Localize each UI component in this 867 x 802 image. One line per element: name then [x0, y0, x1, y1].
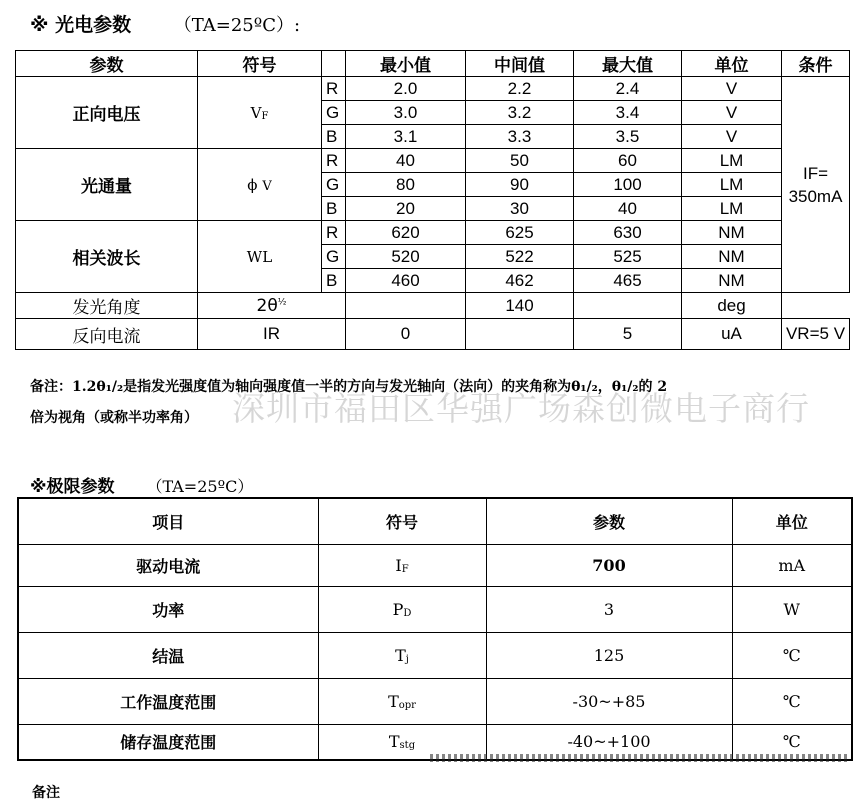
symbol-wl: WL	[198, 221, 322, 293]
symbol-cell: $T_j$	[318, 632, 486, 678]
condition-line-1: IF=	[802, 163, 829, 183]
section-condition: （TA=25ºC）:	[173, 15, 301, 36]
table-row	[16, 293, 850, 319]
section2-condition: （TA=25ºC）	[146, 477, 254, 496]
max-cell: 40	[574, 197, 682, 221]
table2-header-row	[18, 498, 852, 544]
symbol-phi-v: ϕ V	[198, 149, 322, 221]
value-cell: -30~+85	[486, 678, 732, 724]
min-cell: 3.1	[346, 125, 466, 149]
section2-title-text: ※极限参数	[30, 477, 115, 497]
symbol-ir: IR	[198, 319, 346, 350]
color-cell: B	[322, 125, 346, 149]
header-parameter: 参数	[16, 51, 198, 77]
table-row	[18, 632, 852, 678]
unit-cell: LM	[682, 173, 782, 197]
color-cell: B	[322, 269, 346, 293]
min-cell: 520	[346, 245, 466, 269]
item-cell: 工作温度范围	[18, 678, 318, 724]
min-cell: 2.0	[346, 77, 466, 101]
value-cell: -40~+100	[486, 724, 732, 760]
param-reverse-current: 反向电流	[16, 319, 198, 350]
symbol-2theta: $2\theta^{\frac{1}{2}}$	[198, 293, 346, 319]
color-cell: B	[322, 197, 346, 221]
max-cell: 100	[574, 173, 682, 197]
min-cell: 3.0	[346, 101, 466, 125]
bottom-note: 备注	[32, 785, 60, 801]
min-cell: 460	[346, 269, 466, 293]
table-row	[18, 678, 852, 724]
header-symbol: 符号	[318, 498, 486, 544]
symbol-vf: $V_F$	[198, 77, 322, 149]
symbol-cell: $T_{opr}$	[318, 678, 486, 724]
color-cell: R	[322, 221, 346, 245]
table-row	[18, 544, 852, 586]
param-view-angle: 发光角度	[16, 293, 198, 319]
typ-cell	[466, 319, 574, 350]
table-row	[18, 586, 852, 632]
header-condition: 条件	[782, 51, 850, 77]
unit-cell: ℃	[732, 678, 852, 724]
max-cell: 2.4	[574, 77, 682, 101]
max-cell: 630	[574, 221, 682, 245]
item-cell: 结温	[18, 632, 318, 678]
value-cell: 125	[486, 632, 732, 678]
param-wavelength: 相关波长	[16, 221, 198, 293]
header-unit: 单位	[732, 498, 852, 544]
item-cell: 储存温度范围	[18, 724, 318, 760]
note-line-2: 倍为视角（或称半功率角）	[30, 410, 198, 426]
condition-if	[782, 77, 850, 293]
header-min: 最小值	[346, 51, 466, 77]
unit-cell: uA	[682, 319, 782, 350]
condition-vr: VR=5 V	[782, 319, 850, 350]
typ-cell: 522	[466, 245, 574, 269]
unit-cell: ℃	[732, 724, 852, 760]
unit-cell: V	[682, 125, 782, 149]
unit-cell: NM	[682, 221, 782, 245]
table-row	[16, 221, 850, 245]
value-cell: 700	[486, 544, 732, 586]
max-cell: 465	[574, 269, 682, 293]
section-title-text: ※ 光电参数	[30, 14, 132, 36]
symbol-cell: $P_D$	[318, 586, 486, 632]
max-cell: 60	[574, 149, 682, 173]
typ-cell: 140	[466, 293, 574, 319]
note-paragraph	[30, 372, 840, 434]
min-cell	[346, 293, 466, 319]
typ-cell: 462	[466, 269, 574, 293]
table-row	[16, 319, 850, 350]
min-cell: 0	[346, 319, 466, 350]
unit-cell: W	[732, 586, 852, 632]
header-item: 项目	[18, 498, 318, 544]
typ-cell: 2.2	[466, 77, 574, 101]
typ-cell: 3.3	[466, 125, 574, 149]
unit-cell: ℃	[732, 632, 852, 678]
color-cell: R	[322, 149, 346, 173]
min-cell: 80	[346, 173, 466, 197]
max-cell	[574, 293, 682, 319]
header-max: 最大值	[574, 51, 682, 77]
typ-cell: 50	[466, 149, 574, 173]
note-line-1: 备注：1.2θ₁/₂是指发光强度值为轴向强度值一半的方向与发光轴向（法向）的夹角称为θ₁/₂，θ₁/₂的 2	[30, 379, 668, 395]
color-cell: R	[322, 77, 346, 101]
header-typ: 中间值	[466, 51, 574, 77]
typ-cell: 90	[466, 173, 574, 197]
absolute-maximum-ratings-table	[17, 497, 853, 761]
param-luminous-flux: 光通量	[16, 149, 198, 221]
max-cell: 525	[574, 245, 682, 269]
unit-cell: deg	[682, 293, 782, 319]
param-forward-voltage: 正向电压	[16, 77, 198, 149]
item-cell: 功率	[18, 586, 318, 632]
color-cell: G	[322, 101, 346, 125]
color-cell: G	[322, 173, 346, 197]
value-cell: 3	[486, 586, 732, 632]
typ-cell: 3.2	[466, 101, 574, 125]
header-symbol: 符号	[198, 51, 322, 77]
table-row	[16, 149, 850, 173]
header-unit: 单位	[682, 51, 782, 77]
symbol-cell: $T_{stg}$	[318, 724, 486, 760]
min-cell: 20	[346, 197, 466, 221]
header-spacer	[322, 51, 346, 77]
unit-cell: V	[682, 77, 782, 101]
table-header-row	[16, 51, 850, 77]
max-cell: 3.5	[574, 125, 682, 149]
typ-cell: 625	[466, 221, 574, 245]
unit-cell: LM	[682, 197, 782, 221]
section-title-limits	[30, 472, 253, 497]
scan-artifact	[430, 754, 850, 762]
item-cell: 驱动电流	[18, 544, 318, 586]
max-cell: 5	[574, 319, 682, 350]
optoelectronic-parameters-table	[15, 50, 850, 350]
unit-cell: mA	[732, 544, 852, 586]
section-title-optoelectronic	[30, 10, 300, 37]
unit-cell: V	[682, 101, 782, 125]
unit-cell: NM	[682, 269, 782, 293]
symbol-cell: $I_F$	[318, 544, 486, 586]
min-cell: 40	[346, 149, 466, 173]
unit-cell: LM	[682, 149, 782, 173]
header-value: 参数	[486, 498, 732, 544]
max-cell: 3.4	[574, 101, 682, 125]
unit-cell: NM	[682, 245, 782, 269]
condition-line-2: 350mA	[788, 186, 843, 206]
min-cell: 620	[346, 221, 466, 245]
table-row	[16, 77, 850, 101]
watermark-text: 深圳市福田区华强广场森创微电子商行	[232, 389, 810, 428]
typ-cell: 30	[466, 197, 574, 221]
color-cell: G	[322, 245, 346, 269]
